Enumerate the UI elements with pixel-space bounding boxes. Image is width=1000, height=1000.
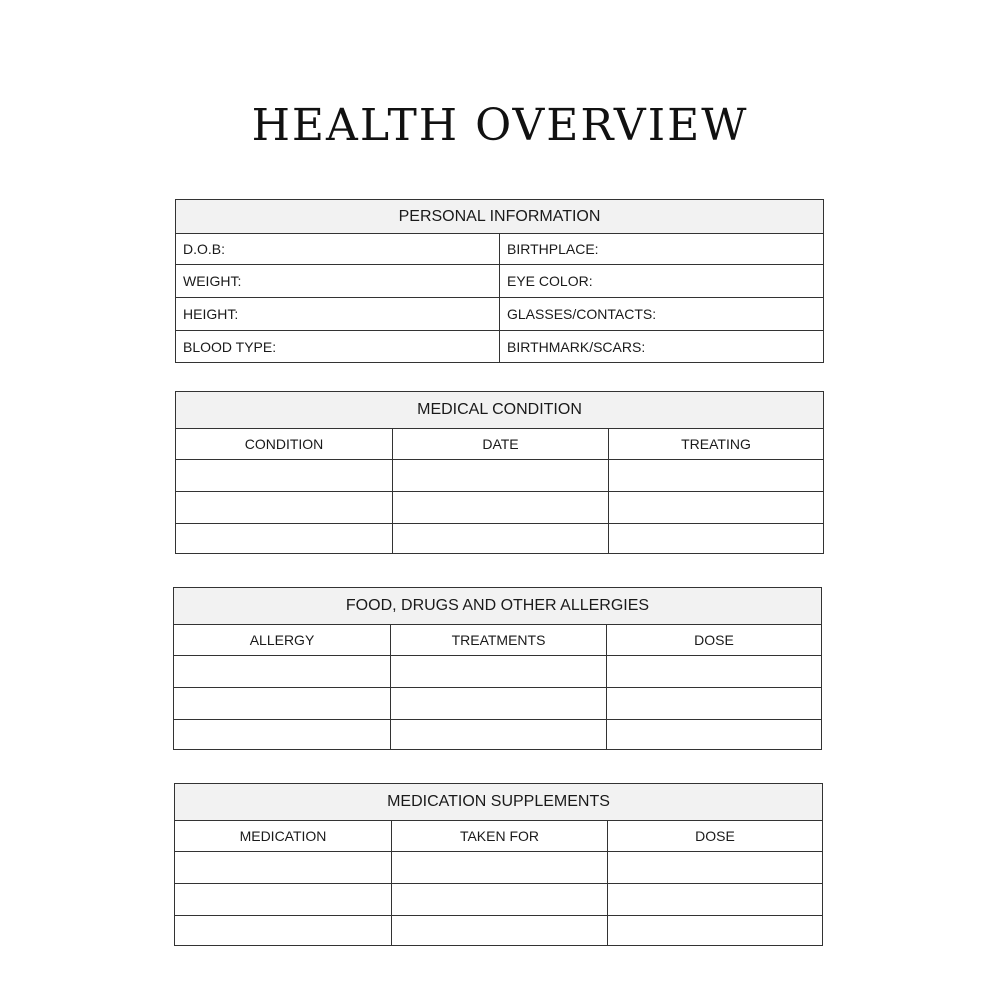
birthmark-scars-field[interactable]: BIRTHMARK/SCARS:: [500, 331, 824, 363]
table-cell[interactable]: [175, 852, 392, 884]
table-cell[interactable]: [608, 916, 823, 946]
column-header-dose: DOSE: [608, 821, 823, 852]
table-row: [175, 884, 823, 916]
table-cell[interactable]: [391, 688, 607, 720]
table-cell[interactable]: [391, 720, 607, 750]
table-row: [176, 460, 824, 492]
table-row: [174, 656, 822, 688]
personal-information-table: [175, 199, 824, 363]
column-header-medication: MEDICATION: [175, 821, 392, 852]
table-row: [176, 492, 824, 524]
weight-field[interactable]: WEIGHT:: [176, 265, 500, 298]
table-cell[interactable]: [609, 460, 824, 492]
table-cell[interactable]: [176, 524, 393, 554]
height-field[interactable]: HEIGHT:: [176, 298, 500, 331]
birthplace-field[interactable]: BIRTHPLACE:: [500, 234, 824, 265]
column-header-treating: TREATING: [609, 429, 824, 460]
table-cell[interactable]: [175, 916, 392, 946]
table-cell[interactable]: [392, 884, 608, 916]
column-header-treatments: TREATMENTS: [391, 625, 607, 656]
eye-color-field[interactable]: EYE COLOR:: [500, 265, 824, 298]
table-cell[interactable]: [393, 524, 609, 554]
table-cell[interactable]: [609, 524, 824, 554]
table-cell[interactable]: [393, 460, 609, 492]
table-cell[interactable]: [392, 852, 608, 884]
table-row: [174, 688, 822, 720]
table-row: [174, 720, 822, 750]
blood-type-field[interactable]: BLOOD TYPE:: [176, 331, 500, 363]
table-cell[interactable]: [174, 688, 391, 720]
table-cell[interactable]: [393, 492, 609, 524]
table-cell[interactable]: [607, 688, 822, 720]
dob-field[interactable]: D.O.B:: [176, 234, 500, 265]
table-cell[interactable]: [392, 916, 608, 946]
medical-condition-header: MEDICAL CONDITION: [176, 392, 824, 429]
personal-information-header: PERSONAL INFORMATION: [176, 200, 824, 234]
medical-condition-table: [175, 391, 824, 554]
table-row: [175, 916, 823, 946]
column-header-allergy: ALLERGY: [174, 625, 391, 656]
table-cell[interactable]: [174, 720, 391, 750]
medication-header: MEDICATION SUPPLEMENTS: [175, 784, 823, 821]
table-cell[interactable]: [608, 852, 823, 884]
column-header-condition: CONDITION: [176, 429, 393, 460]
table-cell[interactable]: [391, 656, 607, 688]
table-cell[interactable]: [608, 884, 823, 916]
table-cell[interactable]: [176, 492, 393, 524]
medication-table: [174, 783, 823, 946]
table-row: [176, 524, 824, 554]
page-title: HEALTH OVERVIEW: [251, 100, 749, 151]
table-cell[interactable]: [609, 492, 824, 524]
table-cell[interactable]: [174, 656, 391, 688]
column-header-date: DATE: [393, 429, 609, 460]
table-cell[interactable]: [176, 460, 393, 492]
allergies-header: FOOD, DRUGS AND OTHER ALLERGIES: [174, 588, 822, 625]
table-row: [175, 852, 823, 884]
table-cell[interactable]: [607, 720, 822, 750]
table-cell[interactable]: [607, 656, 822, 688]
column-header-taken-for: TAKEN FOR: [392, 821, 608, 852]
table-cell[interactable]: [175, 884, 392, 916]
allergies-table: [173, 587, 822, 750]
glasses-contacts-field[interactable]: GLASSES/CONTACTS:: [500, 298, 824, 331]
column-header-dose: DOSE: [607, 625, 822, 656]
